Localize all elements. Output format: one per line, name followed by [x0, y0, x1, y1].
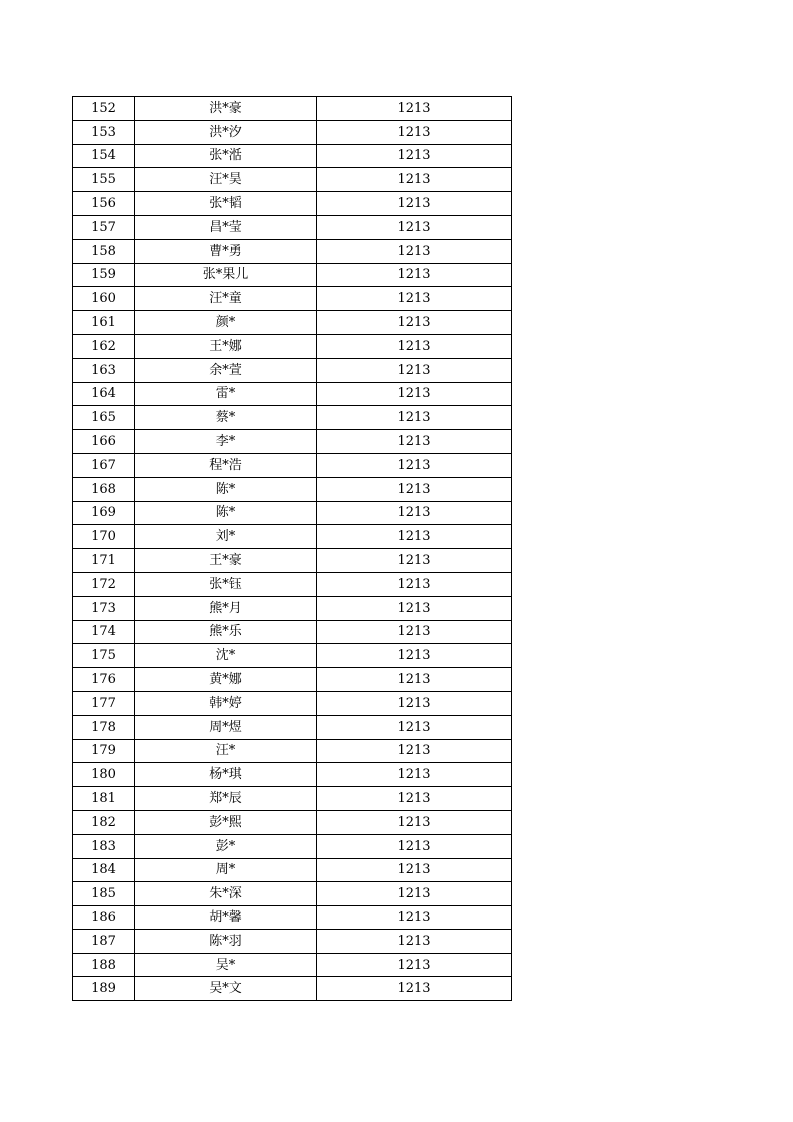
table-row [73, 215, 512, 239]
value-cell: 1213 [317, 929, 512, 953]
name-cell: 洪*豪 [135, 97, 317, 121]
row-number-cell: 169 [73, 501, 135, 525]
value-cell: 1213 [317, 358, 512, 382]
row-number-cell: 171 [73, 549, 135, 573]
value-cell: 1213 [317, 120, 512, 144]
value-cell: 1213 [317, 215, 512, 239]
row-number-cell: 173 [73, 596, 135, 620]
roster-table-body [73, 97, 512, 1001]
name-cell: 张*钰 [135, 572, 317, 596]
value-cell: 1213 [317, 192, 512, 216]
row-number-cell: 180 [73, 763, 135, 787]
row-number-cell: 179 [73, 739, 135, 763]
name-cell: 汪*昊 [135, 168, 317, 192]
row-number-cell: 175 [73, 644, 135, 668]
table-row [73, 763, 512, 787]
value-cell: 1213 [317, 525, 512, 549]
value-cell: 1213 [317, 239, 512, 263]
row-number-cell: 155 [73, 168, 135, 192]
table-row [73, 882, 512, 906]
value-cell: 1213 [317, 263, 512, 287]
value-cell: 1213 [317, 644, 512, 668]
value-cell: 1213 [317, 406, 512, 430]
table-row [73, 97, 512, 121]
row-number-cell: 160 [73, 287, 135, 311]
table-row [73, 311, 512, 335]
table-row [73, 453, 512, 477]
row-number-cell: 162 [73, 334, 135, 358]
table-row [73, 334, 512, 358]
table-row [73, 858, 512, 882]
row-number-cell: 168 [73, 477, 135, 501]
row-number-cell: 165 [73, 406, 135, 430]
name-cell: 昌*莹 [135, 215, 317, 239]
table-row [73, 263, 512, 287]
table-row [73, 668, 512, 692]
table-row [73, 953, 512, 977]
value-cell: 1213 [317, 311, 512, 335]
name-cell: 余*萱 [135, 358, 317, 382]
row-number-cell: 157 [73, 215, 135, 239]
name-cell: 程*浩 [135, 453, 317, 477]
table-row [73, 477, 512, 501]
value-cell: 1213 [317, 477, 512, 501]
table-row [73, 382, 512, 406]
table-row [73, 810, 512, 834]
value-cell: 1213 [317, 906, 512, 930]
table-row [73, 977, 512, 1001]
table-row [73, 549, 512, 573]
value-cell: 1213 [317, 691, 512, 715]
row-number-cell: 178 [73, 715, 135, 739]
row-number-cell: 189 [73, 977, 135, 1001]
name-cell: 王*豪 [135, 549, 317, 573]
value-cell: 1213 [317, 763, 512, 787]
name-cell: 雷* [135, 382, 317, 406]
row-number-cell: 156 [73, 192, 135, 216]
name-cell: 胡*馨 [135, 906, 317, 930]
table-row [73, 144, 512, 168]
table-row [73, 287, 512, 311]
row-number-cell: 170 [73, 525, 135, 549]
table-row [73, 620, 512, 644]
row-number-cell: 181 [73, 787, 135, 811]
row-number-cell: 154 [73, 144, 135, 168]
name-cell: 熊*乐 [135, 620, 317, 644]
table-row [73, 501, 512, 525]
table-row [73, 739, 512, 763]
table-row [73, 525, 512, 549]
row-number-cell: 152 [73, 97, 135, 121]
table-row [73, 239, 512, 263]
value-cell: 1213 [317, 287, 512, 311]
roster-table [72, 96, 512, 1001]
value-cell: 1213 [317, 858, 512, 882]
name-cell: 陈* [135, 477, 317, 501]
row-number-cell: 182 [73, 810, 135, 834]
name-cell: 周*煜 [135, 715, 317, 739]
name-cell: 李* [135, 430, 317, 454]
name-cell: 洪*汐 [135, 120, 317, 144]
value-cell: 1213 [317, 882, 512, 906]
table-row [73, 787, 512, 811]
row-number-cell: 166 [73, 430, 135, 454]
row-number-cell: 164 [73, 382, 135, 406]
name-cell: 张*韬 [135, 192, 317, 216]
name-cell: 吴* [135, 953, 317, 977]
table-row [73, 358, 512, 382]
table-row [73, 596, 512, 620]
name-cell: 颜* [135, 311, 317, 335]
table-row [73, 572, 512, 596]
row-number-cell: 187 [73, 929, 135, 953]
table-row [73, 644, 512, 668]
value-cell: 1213 [317, 953, 512, 977]
name-cell: 沈* [135, 644, 317, 668]
name-cell: 周* [135, 858, 317, 882]
row-number-cell: 158 [73, 239, 135, 263]
value-cell: 1213 [317, 453, 512, 477]
row-number-cell: 188 [73, 953, 135, 977]
value-cell: 1213 [317, 620, 512, 644]
name-cell: 汪* [135, 739, 317, 763]
name-cell: 郑*辰 [135, 787, 317, 811]
row-number-cell: 186 [73, 906, 135, 930]
value-cell: 1213 [317, 382, 512, 406]
value-cell: 1213 [317, 334, 512, 358]
name-cell: 朱*深 [135, 882, 317, 906]
value-cell: 1213 [317, 739, 512, 763]
table-row [73, 120, 512, 144]
value-cell: 1213 [317, 97, 512, 121]
row-number-cell: 172 [73, 572, 135, 596]
name-cell: 韩*婷 [135, 691, 317, 715]
name-cell: 蔡* [135, 406, 317, 430]
value-cell: 1213 [317, 668, 512, 692]
name-cell: 彭*熙 [135, 810, 317, 834]
table-row [73, 192, 512, 216]
value-cell: 1213 [317, 549, 512, 573]
row-number-cell: 161 [73, 311, 135, 335]
name-cell: 吴*文 [135, 977, 317, 1001]
row-number-cell: 176 [73, 668, 135, 692]
value-cell: 1213 [317, 810, 512, 834]
name-cell: 陈* [135, 501, 317, 525]
value-cell: 1213 [317, 501, 512, 525]
row-number-cell: 167 [73, 453, 135, 477]
row-number-cell: 177 [73, 691, 135, 715]
table-row [73, 168, 512, 192]
row-number-cell: 174 [73, 620, 135, 644]
value-cell: 1213 [317, 144, 512, 168]
name-cell: 王*娜 [135, 334, 317, 358]
table-row [73, 430, 512, 454]
row-number-cell: 159 [73, 263, 135, 287]
table-row [73, 906, 512, 930]
row-number-cell: 163 [73, 358, 135, 382]
name-cell: 刘* [135, 525, 317, 549]
table-row [73, 834, 512, 858]
value-cell: 1213 [317, 834, 512, 858]
value-cell: 1213 [317, 715, 512, 739]
row-number-cell: 153 [73, 120, 135, 144]
value-cell: 1213 [317, 572, 512, 596]
value-cell: 1213 [317, 596, 512, 620]
table-row [73, 691, 512, 715]
value-cell: 1213 [317, 787, 512, 811]
name-cell: 杨*琪 [135, 763, 317, 787]
table-row [73, 715, 512, 739]
name-cell: 张*湉 [135, 144, 317, 168]
name-cell: 陈*羽 [135, 929, 317, 953]
name-cell: 黄*娜 [135, 668, 317, 692]
value-cell: 1213 [317, 430, 512, 454]
value-cell: 1213 [317, 977, 512, 1001]
name-cell: 熊*月 [135, 596, 317, 620]
name-cell: 曹*勇 [135, 239, 317, 263]
value-cell: 1213 [317, 168, 512, 192]
table-row [73, 929, 512, 953]
name-cell: 张*果儿 [135, 263, 317, 287]
name-cell: 彭* [135, 834, 317, 858]
name-cell: 汪*童 [135, 287, 317, 311]
table-row [73, 406, 512, 430]
row-number-cell: 185 [73, 882, 135, 906]
row-number-cell: 183 [73, 834, 135, 858]
row-number-cell: 184 [73, 858, 135, 882]
